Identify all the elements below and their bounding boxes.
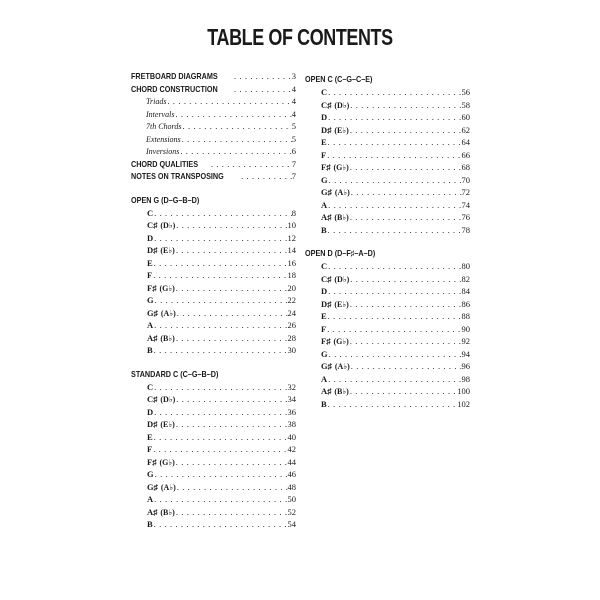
enharmonic-label: (A♭) (160, 482, 176, 492)
toc-entry[interactable] (131, 95, 296, 108)
enharmonic-label: (E♭) (334, 125, 349, 135)
toc-entry-label (321, 186, 350, 199)
entry-title: C (321, 87, 328, 97)
dot-leader (350, 186, 462, 199)
dot-leader (154, 294, 288, 307)
section-gap (131, 357, 296, 365)
toc-entry[interactable] (131, 319, 296, 332)
dot-leader (327, 86, 461, 99)
entry-title: E (147, 257, 153, 268)
enharmonic-label: (E♭) (334, 299, 349, 309)
toc-entry[interactable] (131, 294, 296, 307)
dot-leader (175, 506, 288, 519)
entry-title: C♯ (147, 220, 158, 230)
toc-entry[interactable] (131, 158, 296, 171)
enharmonic-label: (E♭) (160, 420, 175, 429)
entry-title: D♯ (321, 124, 332, 135)
toc-entry[interactable] (305, 385, 470, 398)
entry-title: CHORD QUALITIES (131, 158, 199, 169)
page-number: 82 (461, 273, 470, 284)
page-number: 44 (287, 456, 296, 467)
entry-title: C♯ (321, 273, 332, 284)
toc-entry[interactable] (131, 393, 296, 406)
page-number: 7 (291, 171, 296, 181)
entry-title: C (147, 381, 154, 392)
toc-entry-label (321, 124, 349, 137)
page-number: 4 (291, 83, 296, 94)
page-number: 80 (461, 261, 470, 271)
page-number: 102 (457, 398, 470, 409)
toc-entry-label (146, 134, 181, 146)
dot-leader (175, 332, 288, 345)
dot-leader (328, 348, 462, 361)
toc-entry[interactable] (131, 493, 296, 506)
entry-title: A♯ (147, 332, 158, 343)
entry-title: A (147, 320, 154, 330)
page-number: 3 (291, 71, 296, 81)
dot-leader (240, 170, 292, 183)
page-number: 60 (461, 112, 470, 122)
toc-entry-label (131, 83, 218, 96)
enharmonic-label: (B♭) (160, 333, 175, 343)
toc-entry[interactable] (131, 381, 296, 394)
toc-entry-label (321, 99, 349, 112)
page-number: 34 (287, 394, 296, 404)
dot-leader (175, 418, 288, 431)
entry-title: A (321, 373, 328, 384)
toc-entry[interactable] (305, 136, 470, 149)
page-number: 94 (461, 348, 470, 359)
dot-leader (153, 207, 292, 220)
entry-title: G♯ (321, 361, 332, 371)
section-heading: OPEN C (C–G–C–E) (305, 74, 373, 84)
page-number: 30 (287, 345, 296, 355)
dot-leader (210, 158, 292, 171)
toc-entry[interactable] (131, 70, 296, 83)
dot-leader (152, 269, 287, 282)
toc-entry[interactable] (305, 285, 470, 298)
page-number: 66 (461, 149, 470, 160)
enharmonic-label: (A♭) (160, 308, 176, 318)
toc-entry-label (146, 121, 182, 133)
toc-entry-label (321, 360, 350, 373)
dot-leader (349, 211, 462, 224)
enharmonic-label: (A♭) (334, 188, 350, 197)
toc-entry[interactable] (305, 161, 470, 174)
entry-title: F♯ (321, 162, 331, 172)
entry-title: E (321, 311, 327, 321)
dot-leader (349, 298, 462, 311)
entry-title: G (147, 295, 154, 305)
toc-entry-label (147, 418, 175, 431)
entry-title: G♯ (147, 307, 158, 318)
page-number: 28 (287, 332, 296, 343)
toc-entry[interactable] (305, 224, 470, 237)
entry-title: FRETBOARD DIAGRAMS (131, 71, 218, 81)
dot-leader (153, 406, 287, 419)
entry-title: G♯ (321, 187, 332, 197)
page-number: 62 (461, 124, 470, 135)
dot-leader (327, 260, 461, 273)
toc-entry[interactable] (305, 86, 470, 99)
toc-entry-label (131, 170, 224, 183)
enharmonic-label: (G♭) (159, 283, 175, 293)
entry-title: F♯ (147, 456, 157, 467)
page-number: 6 (291, 146, 296, 156)
page-number: 38 (287, 419, 296, 429)
page-number: 52 (287, 506, 296, 517)
entry-title: 7th Chords (146, 122, 182, 131)
toc-entry-label (147, 282, 175, 295)
page-number: 76 (461, 212, 470, 222)
entry-title: C♯ (321, 99, 332, 110)
dot-leader (327, 199, 461, 212)
toc-entry-label (321, 348, 328, 361)
entry-title: Inversions (146, 147, 180, 156)
toc-entry[interactable] (131, 481, 296, 494)
page-number: 64 (461, 137, 470, 147)
dot-leader (349, 124, 462, 137)
toc-entry[interactable] (131, 219, 296, 232)
entry-title: F♯ (147, 282, 157, 293)
dot-leader (233, 83, 292, 96)
toc-entry-label (321, 161, 349, 174)
toc-entry-label (321, 174, 328, 187)
dot-leader (327, 398, 458, 411)
entry-title: A (147, 494, 154, 504)
toc-entry[interactable] (131, 332, 296, 345)
entry-title: B (321, 398, 327, 409)
page-number: 74 (461, 199, 470, 210)
dot-leader (349, 385, 457, 398)
page-number: 18 (287, 270, 296, 280)
dot-leader (326, 149, 461, 162)
toc-entry[interactable] (131, 269, 296, 282)
dot-leader (175, 456, 288, 469)
toc-entry[interactable] (131, 406, 296, 419)
dot-leader (153, 381, 287, 394)
dot-leader (181, 133, 292, 146)
toc-entry[interactable] (305, 149, 470, 162)
toc-entry[interactable] (305, 335, 470, 348)
page-number: 56 (461, 87, 470, 97)
dot-leader (175, 282, 288, 295)
toc-entry[interactable] (131, 257, 296, 270)
page-number: 22 (287, 295, 296, 305)
toc-entry[interactable] (131, 443, 296, 456)
dot-leader (153, 344, 288, 357)
page-number: 92 (461, 336, 470, 346)
page-number: 100 (457, 386, 470, 396)
entry-title: G♯ (147, 481, 158, 492)
page-number: 12 (287, 232, 296, 243)
entry-title: E (321, 137, 327, 147)
enharmonic-label: (D♭) (334, 274, 350, 284)
enharmonic-label: (D♭) (160, 221, 176, 230)
dot-leader (175, 219, 287, 232)
entry-title: C (147, 207, 154, 218)
toc-entry-label (147, 219, 175, 232)
page-number: 86 (461, 298, 470, 309)
toc-entry-label (147, 307, 176, 320)
toc-entry[interactable] (131, 518, 296, 531)
entry-title: A♯ (321, 386, 332, 396)
toc-entry-label (321, 273, 349, 286)
entry-title: D (321, 112, 328, 122)
page-number: 72 (461, 187, 470, 197)
entry-title: D (147, 406, 154, 417)
toc-entry[interactable] (131, 468, 296, 481)
page-number: 58 (461, 99, 470, 110)
dot-leader (327, 310, 462, 323)
dot-leader (175, 244, 288, 257)
dot-leader (327, 136, 462, 149)
page-number: 32 (287, 381, 296, 392)
dot-leader (328, 174, 462, 187)
dot-leader (327, 373, 461, 386)
dot-leader (326, 323, 461, 336)
dot-leader (327, 285, 461, 298)
entry-title: A♯ (321, 212, 332, 222)
toc-entry[interactable] (305, 199, 470, 212)
dot-leader (174, 108, 291, 121)
page-number: 98 (461, 373, 470, 384)
entry-title: Intervals (146, 109, 175, 119)
toc-entry[interactable] (305, 124, 470, 137)
page-number: 54 (287, 519, 296, 529)
toc-right-column (305, 70, 470, 410)
entry-title: B (147, 519, 153, 529)
dot-leader (153, 257, 288, 270)
page-number: 4 (291, 96, 296, 106)
toc-entry[interactable] (131, 232, 296, 245)
toc-entry[interactable] (305, 111, 470, 124)
toc-entry[interactable] (131, 344, 296, 357)
enharmonic-label: (G♭) (333, 163, 349, 172)
page-number: 42 (287, 444, 296, 454)
page-number: 10 (287, 220, 296, 230)
toc-entry-label (321, 335, 349, 348)
entry-title: B (321, 224, 327, 235)
dot-leader (153, 518, 288, 531)
toc-entry[interactable] (131, 133, 296, 146)
entry-title: NOTES ON TRANSPOSING (131, 171, 224, 181)
page-number: 20 (287, 282, 296, 293)
toc-left-column (131, 70, 296, 531)
page-number: 68 (461, 162, 470, 172)
toc-entry[interactable] (131, 282, 296, 295)
toc-entry-label (147, 244, 175, 257)
enharmonic-label: (B♭) (334, 213, 349, 222)
entry-title: B (147, 345, 153, 355)
dot-leader (153, 232, 287, 245)
dot-leader (153, 319, 287, 332)
dot-leader (233, 70, 292, 83)
page-number: 5 (291, 133, 296, 144)
toc-entry-label (147, 456, 175, 469)
toc-entry-label (147, 294, 154, 307)
entry-title: F (321, 323, 327, 334)
page-number: 8 (291, 207, 296, 218)
toc-entry[interactable] (131, 456, 296, 469)
toc-entry[interactable] (131, 207, 296, 220)
entry-title: D♯ (321, 298, 332, 309)
entry-title: F♯ (321, 336, 331, 346)
entry-title: A♯ (147, 506, 158, 517)
page-number: 5 (291, 121, 296, 131)
page-number: 16 (287, 257, 296, 268)
dot-leader (175, 393, 287, 406)
toc-entry[interactable] (305, 273, 470, 286)
enharmonic-label: (D♭) (334, 100, 350, 110)
entry-title: E (147, 431, 153, 442)
dot-leader (166, 95, 291, 108)
toc-entry[interactable] (131, 418, 296, 431)
page-number: 48 (287, 481, 296, 492)
toc-entry[interactable] (305, 398, 470, 411)
toc-entry-label (147, 468, 154, 481)
entry-title: D (321, 286, 328, 296)
page-number: 26 (287, 320, 296, 330)
entry-title: D♯ (147, 245, 158, 255)
page-number: 24 (287, 307, 296, 318)
dot-leader (349, 335, 462, 348)
dot-leader (176, 481, 288, 494)
entry-title: CHORD CONSTRUCTION (131, 83, 218, 94)
page-number: 40 (287, 431, 296, 442)
toc-entry-label (146, 96, 166, 108)
enharmonic-label: (G♭) (159, 457, 175, 467)
toc-entry[interactable] (305, 373, 470, 386)
entry-title: A (321, 199, 328, 210)
entry-title: F (147, 270, 153, 280)
toc-entry[interactable] (305, 211, 470, 224)
toc-entry-label (147, 332, 175, 345)
enharmonic-label: (B♭) (334, 387, 349, 396)
page-number: 70 (461, 174, 470, 185)
dot-leader (152, 443, 287, 456)
page-number: 90 (461, 323, 470, 334)
toc-entry[interactable] (131, 506, 296, 519)
entry-title: G (147, 469, 154, 479)
dot-leader (349, 161, 462, 174)
page-number: 88 (461, 311, 470, 321)
section-gap (131, 183, 296, 191)
enharmonic-label: (B♭) (160, 507, 175, 517)
toc-entry[interactable] (131, 431, 296, 444)
toc-entry[interactable] (305, 360, 470, 373)
toc-entry[interactable] (305, 298, 470, 311)
dot-leader (349, 99, 461, 112)
page-number: 7 (291, 158, 296, 169)
entry-title: G (321, 348, 328, 359)
page-title: TABLE OF CONTENTS (207, 24, 393, 50)
enharmonic-label: (A♭) (334, 362, 350, 371)
enharmonic-label: (G♭) (333, 337, 349, 346)
toc-entry[interactable] (305, 260, 470, 273)
page-number: 36 (287, 406, 296, 417)
dot-leader (327, 111, 461, 124)
toc-entry[interactable] (305, 310, 470, 323)
entry-title: C♯ (147, 394, 158, 404)
toc-entry[interactable] (131, 244, 296, 257)
dot-leader (182, 120, 292, 133)
entry-title: D (147, 232, 154, 243)
toc-entry-label (131, 70, 218, 83)
toc-entry[interactable] (131, 170, 296, 183)
toc-entry-label (321, 211, 349, 224)
toc-entry[interactable] (131, 145, 296, 158)
section-gap (305, 236, 470, 244)
toc-entry-label (131, 158, 198, 171)
entry-title: F (321, 149, 327, 160)
toc-entry[interactable] (305, 323, 470, 336)
enharmonic-label: (D♭) (160, 395, 176, 404)
dot-leader (154, 468, 288, 481)
toc-entry[interactable] (131, 307, 296, 320)
dot-leader (350, 360, 462, 373)
entry-title: Extensions (146, 134, 181, 144)
page-number: 46 (287, 469, 296, 479)
page-number: 14 (287, 245, 296, 255)
dot-leader (327, 224, 462, 237)
toc-entry-label (147, 506, 175, 519)
entry-title: C (321, 261, 328, 271)
toc-entry[interactable] (131, 108, 296, 121)
entry-title: Triads (146, 97, 167, 106)
toc-entry[interactable] (305, 99, 470, 112)
section-heading: OPEN D (D–F♯–A–D) (305, 248, 376, 258)
section-heading: STANDARD C (C–G–B–D) (131, 368, 219, 379)
entry-title: G (321, 174, 328, 185)
toc-entry[interactable] (131, 120, 296, 133)
page-number: 78 (461, 224, 470, 235)
page-number: 96 (461, 361, 470, 371)
entry-title: F (147, 444, 153, 454)
page-number: 50 (287, 494, 296, 504)
section-heading: OPEN G (D–G–B–D) (131, 194, 200, 205)
dot-leader (179, 145, 291, 158)
toc-entry[interactable] (305, 348, 470, 361)
toc-entry[interactable] (305, 186, 470, 199)
enharmonic-label: (E♭) (160, 246, 175, 255)
toc-entry-label (146, 109, 174, 121)
toc-entry[interactable] (305, 174, 470, 187)
dot-leader (349, 273, 461, 286)
page-number: 84 (461, 286, 470, 296)
toc-entry[interactable] (131, 83, 296, 96)
toc-entry-label (147, 393, 175, 406)
dot-leader (153, 493, 287, 506)
dot-leader (176, 307, 288, 320)
entry-title: D♯ (147, 419, 158, 429)
toc-entry-label (147, 481, 176, 494)
toc-entry-label (146, 146, 179, 158)
toc-entry-label (321, 298, 349, 311)
dot-leader (153, 431, 288, 444)
page-number: 4 (291, 108, 296, 119)
toc-entry-label (321, 385, 349, 398)
